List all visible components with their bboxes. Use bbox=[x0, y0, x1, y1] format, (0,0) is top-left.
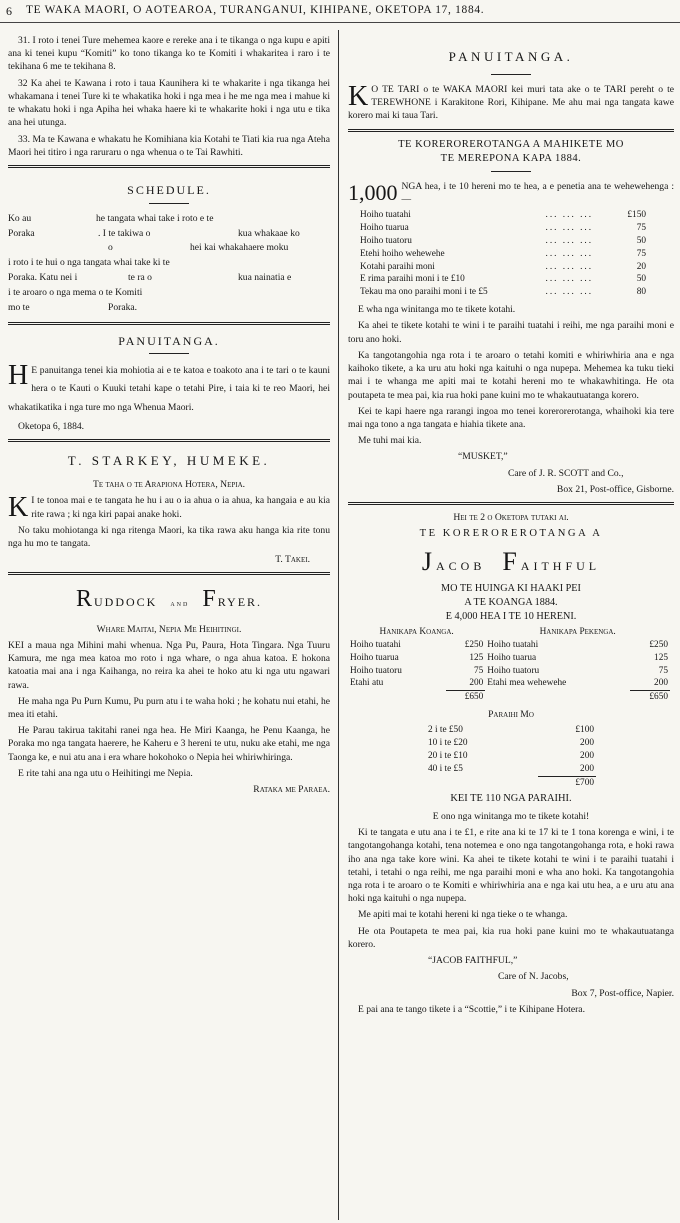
paraihi-label: 2 i te £50 bbox=[428, 725, 463, 736]
clause-33: 33. Ma te Kawana e whakatu he Komihiana kia Kotahi te Tiati kia rua nga Ateha Maori hei titiro i nga raruraru o nga whenua o te Tai Rawhiti. bbox=[8, 133, 330, 158]
prize-value: 75 bbox=[636, 223, 646, 234]
jacob-hea: E 4,000 HEA I TE 10 HERENI. bbox=[445, 611, 577, 623]
ruddock-title: RUDDOCK and FRYER. bbox=[75, 586, 263, 613]
table-row bbox=[426, 750, 596, 763]
mahikete-p4: Kei te kapi haere nga rarangi ingoa mo tenei korerorerotanga, whaihoki kia tere mai nga tono a nga tangata e hiahia tikete ana. bbox=[348, 405, 674, 430]
handicap-a-value: 200 bbox=[469, 678, 484, 689]
handicap-a-value: 125 bbox=[469, 652, 484, 663]
prize-label: Tekau ma ono paraihi moni i te £5 bbox=[360, 287, 488, 298]
jacob-care: Care of N. Jacobs, bbox=[498, 971, 569, 983]
schedule-line: mo te Poraka. bbox=[8, 301, 138, 313]
clause-32: 32 Ka ahei te Kawana i roto i taua Kaunihera ki te whakarite i nga tikanga hei whakamana i tenei Ture ki te whakatika hoki i nga mea i he me nga mea i mahue ki te whakatu hoki i nga Apiha hei whaka haere ki te whakarite hoki i nga utu e tika ana hei utunga. bbox=[8, 77, 330, 129]
handicap-b-value: 75 bbox=[658, 665, 668, 676]
handicap-b-label: Etahi mea wehewehe bbox=[487, 678, 567, 689]
mahikete-signature: “MUSKET,” bbox=[458, 451, 508, 463]
schedule-line: o hei kai whakahaere moku bbox=[108, 242, 289, 254]
handicap-a-label: Hoiho tuatoru bbox=[350, 665, 402, 676]
divider bbox=[8, 165, 330, 168]
prize-value: 75 bbox=[636, 248, 646, 259]
mahikete-intro: NGA hea, i te 10 hereni mo te hea, a e penetia ana te wehewehenga :— bbox=[401, 180, 674, 206]
prize-value: 50 bbox=[636, 274, 646, 285]
divider bbox=[8, 322, 330, 325]
short-rule bbox=[491, 171, 531, 172]
leader-dots: ... ... ... bbox=[545, 235, 594, 246]
divider bbox=[8, 439, 330, 442]
table-row bbox=[358, 261, 648, 274]
table-row bbox=[426, 737, 596, 750]
page-header bbox=[0, 0, 680, 23]
leader-dots: ... ... ... bbox=[545, 210, 594, 221]
leader-dots: ... ... ... bbox=[545, 248, 594, 259]
leader-dots: ... ... ... bbox=[545, 223, 594, 234]
handicap-b-label: Hoiho tuatoru bbox=[487, 665, 540, 676]
mahikete-box: Box 21, Post-office, Gisborne. bbox=[556, 483, 674, 495]
leader-dots: ... ... ... bbox=[545, 274, 594, 285]
panuitanga-title: PANUITANGA. bbox=[448, 49, 574, 64]
paraihi-value: £100 bbox=[575, 725, 594, 736]
handicap-a-value: £250 bbox=[464, 639, 484, 650]
handicap-a-label: Etahi atu bbox=[350, 678, 384, 689]
clause-31: 31. I roto i tenei Ture mehemea kaore e rereke ana i te tikanga o nga kupu e apiti ana ki tenei kupu “Komiti” ko tono tikanga ko te Komiti i whakaritea i raro i te tekihana 6 me te tekihana 8. bbox=[8, 35, 330, 73]
mahikete-p1: E wha nga winitanga mo te tikete kotahi. bbox=[358, 304, 516, 316]
ruddock-p4: E rite tahi ana nga utu o Heihitingi me Nepia. bbox=[18, 767, 193, 779]
page-number: 6 bbox=[6, 4, 12, 18]
paraihi-label: 20 i te £10 bbox=[428, 750, 468, 761]
prize-table bbox=[358, 209, 648, 299]
schedule-title: SCHEDULE. bbox=[127, 183, 211, 198]
jacob-signature: “JACOB FAITHFUL,” bbox=[428, 955, 518, 967]
table-row bbox=[348, 652, 670, 665]
short-rule bbox=[149, 353, 189, 354]
panuitanga-date: Oketopa 6, 1884. bbox=[18, 420, 85, 432]
mahikete-p2: Ka ahei te tikete kotahi te wini i te paraihi tuatahi i reihi, me nga paraihi moni e toru ano hoki. bbox=[348, 320, 674, 345]
leader-dots: ... ... ... bbox=[545, 261, 594, 272]
panuitanga-body: E panuitanga tenei kia mohiotia ai e te katoa e toakoto ana i te tari o te kauni hera o te Kauti o Kuuki tetahi kape o tetahi Pire, i taia ki te reo Maori, hei whakatikatika i nga ture mo nga Whenua Maori. bbox=[8, 365, 330, 413]
paraihi-table bbox=[426, 724, 596, 789]
table-row bbox=[358, 248, 648, 261]
handicap-b-value: 200 bbox=[654, 678, 668, 689]
total-b: £650 bbox=[630, 691, 670, 704]
drop-cap: H bbox=[8, 360, 29, 392]
mahikete-title: TE KOREROREROTANGA A MAHIKETE MO TE MEREPONA KAPA 1884. bbox=[398, 138, 624, 165]
handicap-a-label: Hoiho tuatahi bbox=[350, 639, 401, 650]
table-row bbox=[358, 273, 648, 286]
starkey-signature: T. Takei. bbox=[275, 554, 310, 566]
jacob-tail: E pai ana te tango tikete i a “Scottie,” i te Kihipane Hotera. bbox=[358, 1003, 585, 1015]
prize-label: E rima paraihi moni i te £10 bbox=[360, 274, 465, 285]
jacob-p4: He ota Poutapeta te mea pai, kia rua hoki pane kuini mo te whakautuatanga korero. bbox=[348, 925, 674, 950]
jacob-mo: MO TE HUINGA KI HAAKI PEI bbox=[441, 582, 581, 594]
divider bbox=[8, 572, 330, 575]
prize-label: Etehi hoiho wehewehe bbox=[360, 248, 445, 259]
prize-value: 80 bbox=[636, 287, 646, 298]
table-row bbox=[348, 639, 670, 652]
paraihi-value: 200 bbox=[580, 738, 594, 749]
table-row bbox=[426, 763, 596, 776]
schedule-line: Ko au he tangata whai take i roto e te bbox=[8, 212, 214, 224]
divider bbox=[348, 129, 674, 132]
schedule-line: i te aroaro o nga mema o te Komiti bbox=[8, 286, 143, 298]
paraihi-label: 10 i te £20 bbox=[428, 738, 468, 749]
prize-label: Hoiho tuatahi bbox=[360, 210, 411, 221]
handicap-b-label: Hoiho tuarua bbox=[487, 652, 537, 663]
table-row bbox=[358, 235, 648, 248]
handicap-table: Hanikapa Koanga. Hanikapa Pekenga. Hoiho tuatahi £250 Hoiho tuatahi £250 Hoiho tuarua 125 Hoiho tuarua 125 Hoiho tuatoru 75 Hoiho tuatoru 75 Etahi atu 200 Etahi mea wehewehe 200 £650 £650 bbox=[350, 627, 668, 703]
paraihi-label: 40 i te £5 bbox=[428, 763, 463, 774]
panuitanga-title: PANUITANGA. bbox=[118, 333, 220, 348]
panuitanga-body: O TE TARI o te WAKA MAORI kei muri tata ake o te TARI pereht o te TEREWHONE i Karakitone Rori, Kihipane. Me ahu mai nga tangata kawe korero mai ki taua Tari. bbox=[348, 83, 674, 122]
ruddock-p3: He Parau takirua takitahi ranei nga hea. He Miri Kaanga, he Penu Kaanga, he Poraka mo nga tangata haerere, he Kaheru e 3 hereni te utu, nuku ake etahi, me nga Taonga ke, e nui atu ana i era whare hokohoko o Nepia hei whiriwhiringa. bbox=[8, 725, 330, 763]
total-a: £650 bbox=[446, 691, 486, 704]
mahikete-p5: Me tuhi mai kia. bbox=[358, 435, 422, 447]
table-row bbox=[348, 665, 670, 678]
table-row bbox=[358, 222, 648, 235]
newspaper-title: TE WAKA MAORI, O AOTEAROA, TURANGANUI, KIHIPANE, OKETOPA 17, 1884. bbox=[26, 4, 485, 16]
paraihi-total: £700 bbox=[538, 776, 596, 789]
jacob-p3: Me apiti mai te kotahi hereni ki nga tieke o te whanga. bbox=[358, 909, 568, 921]
table-row bbox=[348, 677, 670, 690]
handicap-b-label: Hoiho tuatahi bbox=[487, 639, 539, 650]
table-row bbox=[358, 286, 648, 299]
column-rule bbox=[338, 30, 339, 1220]
jacob-box: Box 7, Post-office, Napier. bbox=[571, 987, 674, 999]
starkey-subtitle: Te taha o te Arapiona Hotera, Nepia. bbox=[92, 479, 246, 491]
prize-value: 50 bbox=[636, 235, 646, 246]
leader-dots: ... ... ... bbox=[545, 287, 594, 298]
prize-label: Hoiho tuatoru bbox=[360, 235, 412, 246]
starkey-title: T. STARKEY, HUMEKE. bbox=[67, 453, 271, 469]
ruddock-p2: He maha nga Pu Purn Kumu, Pu purn atu i te waha hoki ; he kohatu nui etahi, he mea iti etahi. bbox=[8, 695, 330, 720]
handicap-a-value: 75 bbox=[474, 665, 484, 676]
paraihi-value: 200 bbox=[580, 763, 594, 774]
short-rule bbox=[149, 203, 189, 204]
jacob-count: KEI TE 110 NGA PARAIHI. bbox=[450, 793, 572, 805]
right-column bbox=[348, 34, 674, 1220]
schedule-line: Poraka. Katu nei i te ra o kua nainatia e bbox=[8, 272, 292, 284]
handicap-a-label: Hoiho tuarua bbox=[350, 652, 399, 663]
starkey-p1: I te tonoa mai e te tangata he hu i au o ia ahua o ia ahua, ka hangaia e au kia rite rawa ; ki nga kiri papai anake hoki. bbox=[31, 495, 330, 520]
mahikete-care: Care of J. R. SCOTT and Co., bbox=[508, 467, 624, 479]
schedule-form bbox=[8, 212, 330, 316]
mahikete-p3: Ka tangotangohia nga rota i te aroaro o tetahi komiti e whiriwhiria ana e nga kaihoko tikete, a ka uru atu hoki nga kaituhi o nga nupepa. Mehemea ka tuku tieki mai i te whanga me apiti mai te kotahi hereni mo te whakawhitinga. He ota poutapeta te mea pai, kia rua hoki pane kuini mo te whakautuatanga korero. bbox=[348, 349, 674, 401]
jacob-p1: E ono nga winitanga mo te tikete kotahi! bbox=[432, 810, 590, 822]
ruddock-p1: KEI a maua nga Mihini mahi whenua. Nga Pu, Paura, Hota Tingara. Nga Tuuru Kamura, me nga mea katoa mo roto i nga whare, o nga ahua katoa. E hokona katoatia mai ana i nga Kaihanga, no reira ka ahei te hoko atu ki nga utu ngawari rawa. bbox=[8, 639, 330, 691]
short-rule bbox=[491, 74, 531, 75]
jacob-date: Hei te 2 o Oketopa tutaki ai. bbox=[453, 512, 569, 524]
paraihi-head: Paraihi Mo bbox=[488, 709, 534, 721]
left-column bbox=[8, 34, 330, 1220]
drop-cap: K bbox=[348, 80, 369, 112]
jacob-koanga: A TE KOANGA 1884. bbox=[464, 596, 558, 608]
paraihi-value: 200 bbox=[580, 750, 594, 761]
prize-value: 20 bbox=[636, 261, 646, 272]
ruddock-subtitle: Whare Maitai, Nepia Me Heihitingi. bbox=[96, 623, 242, 635]
divider bbox=[348, 502, 674, 505]
table-row bbox=[426, 724, 596, 737]
starkey-p2: No taku mohiotanga ki nga ritenga Maori, ka tika rawa aku hanga kia rite tonu nga hu mo te tangata. bbox=[8, 524, 330, 549]
share-count: 1,000 bbox=[348, 179, 398, 205]
prize-value: £150 bbox=[627, 210, 646, 221]
jacob-name: JACOB FAITHFUL bbox=[421, 547, 601, 577]
table-row bbox=[358, 209, 648, 222]
schedule-line: Poraka . I te takiwa o kua whakaae ko bbox=[8, 227, 300, 239]
schedule-line: i roto i te hui o nga tangata whai take ki te bbox=[8, 257, 170, 269]
prize-label: Kotahi paraihi moni bbox=[360, 261, 435, 272]
jacob-p2: Ki te tangata e utu ana i te £1, e rite ana ki te 17 ki te 1 tona korenga e wini, i te tangotangohanga kotahi, tena notemea e ono nga tangotangohanga rota, e hoki rawa iho ana nga take kore wini. Ka ahei te tikete kotahi te wini i te paraihi tuatahi i tetahi, i tetahi o nga reihi, me nga paraihi moni e wha ano hoki. Ka tangotangohia nga rota i te aroaro o te Komiti e whiriwhiria ana e nga kai utu hea, a e uru atu ana hoki nga kaituhi o nga nupepa. bbox=[348, 827, 674, 905]
jacob-title: TE KOREROREROTANGA A bbox=[419, 528, 603, 540]
prize-label: Hoiho tuarua bbox=[360, 223, 409, 234]
ruddock-signature: Rataka me Paraea. bbox=[253, 784, 330, 796]
handicap-b-value: £250 bbox=[649, 639, 668, 650]
handicap-b-value: 125 bbox=[654, 652, 668, 663]
drop-cap: K bbox=[8, 492, 29, 524]
